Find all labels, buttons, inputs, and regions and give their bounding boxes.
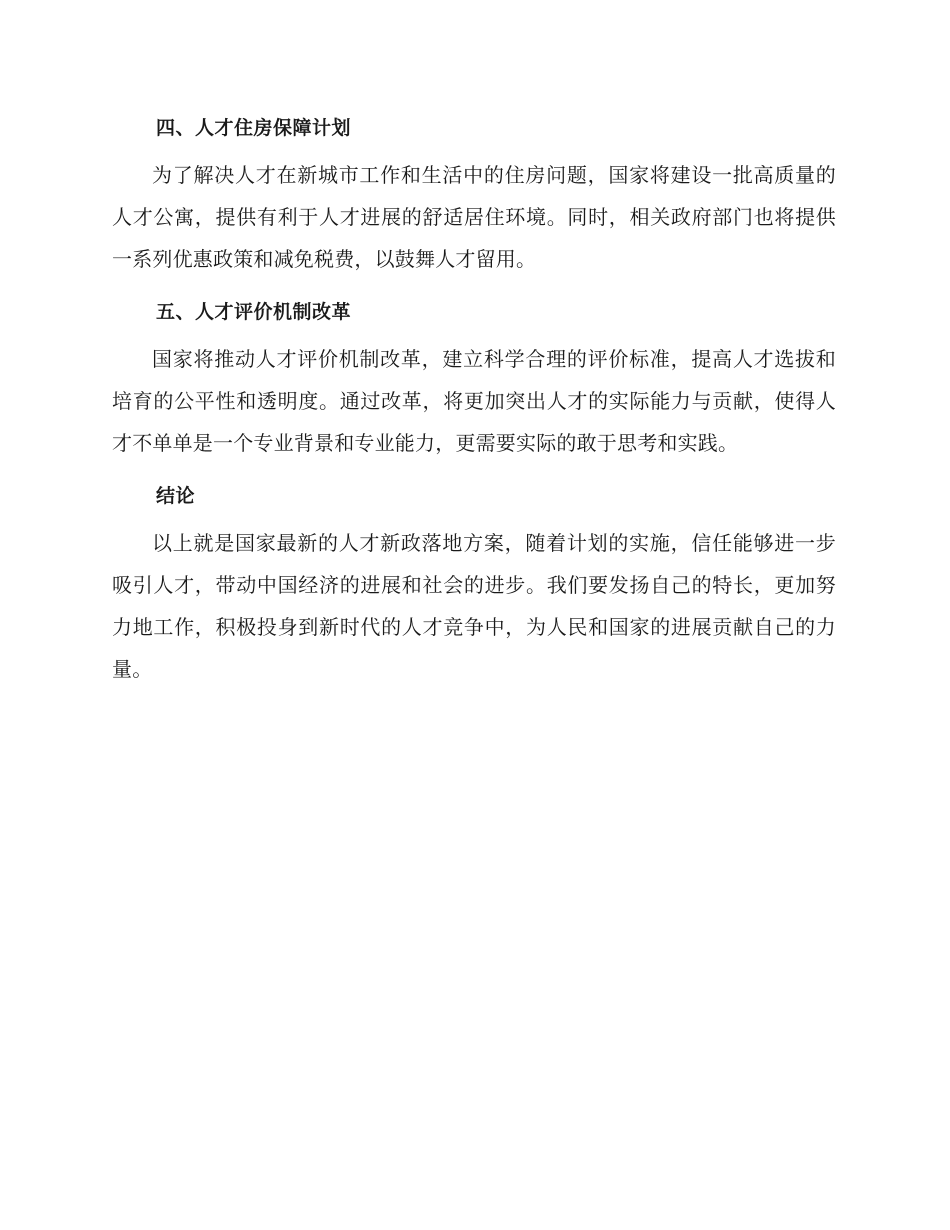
document-body — [112, 108, 836, 702]
section-paragraph-evaluation: 国家将推动人才评价机制改革，建立科学合理的评价标准，提高人才选拔和培育的公平性和透明度。通过改革，将更加突出人才的实际能力与贡献，使得人才不单单是一个专业背景和专业能力，更需要实际的敢于思考和实践。 — [112, 347, 836, 455]
section-heading-conclusion: 结论 — [156, 485, 196, 507]
section-paragraph-housing: 为了解决人才在新城市工作和生活中的住房问题，国家将建设一批高质量的人才公寓，提供有利于人才进展的舒适居住环境。同时，相关政府部门也将提供一系列优惠政策和减免税费，以鼓舞人才留用。 — [112, 163, 836, 271]
section-heading-evaluation: 五、人才评价机制改革 — [156, 301, 352, 323]
section-heading-housing: 四、人才住房保障计划 — [156, 117, 352, 139]
section-paragraph-conclusion: 以上就是国家最新的人才新政落地方案，随着计划的实施，信任能够进一步吸引人才，带动中国经济的进展和社会的进步。我们要发扬自己的特长，更加努力地工作，积极投身到新时代的人才竞争中，为人民和国家的进展贡献自己的力量。 — [112, 531, 836, 681]
